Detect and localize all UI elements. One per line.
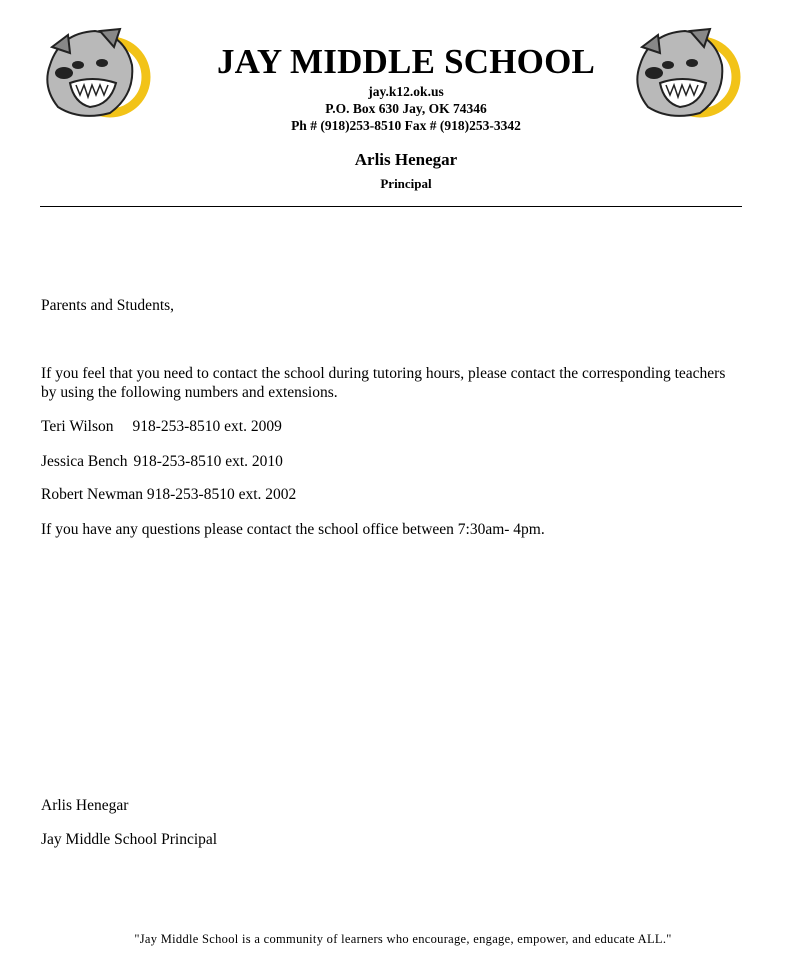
signature-title: Jay Middle School Principal bbox=[41, 831, 218, 848]
contact-phone: 918-253-8510 ext. 2010 bbox=[133, 453, 283, 470]
contact-name: Teri Wilson bbox=[41, 418, 114, 435]
header-divider bbox=[40, 206, 742, 207]
school-website: jay.k12.ok.us bbox=[368, 84, 444, 99]
principal-title: Principal bbox=[380, 176, 432, 191]
contact-row bbox=[41, 452, 283, 471]
school-name: JAY MIDDLE SCHOOL bbox=[216, 42, 596, 81]
intro-line-2: by using the following numbers and extensions. bbox=[41, 384, 338, 401]
contact-name: Jessica Bench bbox=[41, 453, 128, 470]
contact-row bbox=[41, 417, 282, 436]
contact-phone: 918-253-8510 ext. 2009 bbox=[132, 418, 282, 435]
principal-name: Arlis Henegar bbox=[354, 150, 458, 169]
closing-note: If you have any questions please contact the school office between 7:30am- 4pm. bbox=[41, 521, 545, 538]
footer-motto: "Jay Middle School is a community of learners who encourage, engage, empower, and educate ALL." bbox=[134, 932, 672, 946]
school-phone-fax: Ph # (918)253-8510 Fax # (918)253-3342 bbox=[291, 118, 521, 133]
intro-line-1: If you feel that you need to contact the school during tutoring hours, please contact the corresponding teachers bbox=[41, 365, 726, 382]
contact-phone: 918-253-8510 ext. 2002 bbox=[146, 486, 297, 503]
signature-name: Arlis Henegar bbox=[41, 797, 129, 814]
contact-row bbox=[41, 485, 296, 504]
school-address: P.O. Box 630 Jay, OK 74346 bbox=[325, 101, 487, 116]
contact-name: Robert Newman bbox=[41, 486, 144, 503]
salutation: Parents and Students, bbox=[41, 297, 175, 314]
